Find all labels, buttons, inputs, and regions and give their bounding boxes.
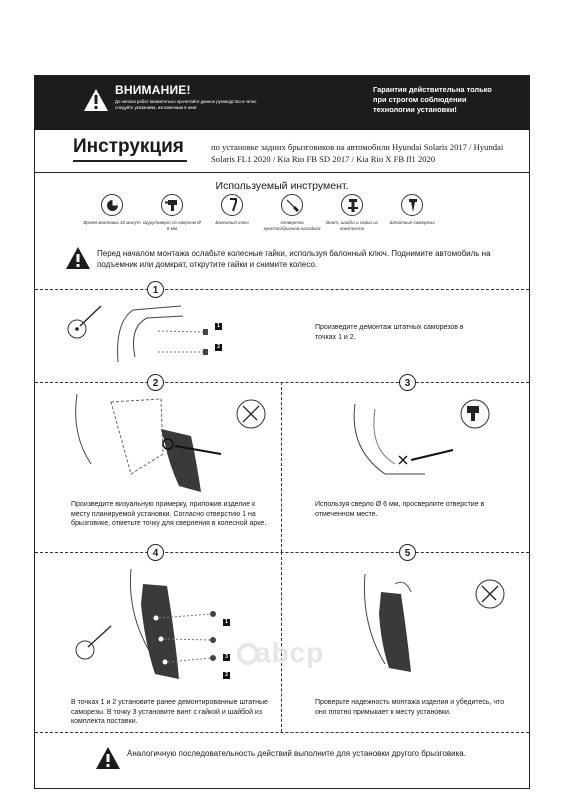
clock-icon bbox=[101, 194, 123, 216]
tool-label: Штатные саморезы bbox=[389, 220, 435, 225]
tool-label: Шуруповерт со сверлом Ø 6 мм bbox=[143, 220, 201, 231]
tool-label: Винт, шайба и гайка из комплекта bbox=[326, 220, 378, 231]
tool-label: Отвертка крестообразной насадкой bbox=[263, 220, 321, 231]
warning-icon bbox=[65, 246, 91, 270]
step-number: 4 bbox=[147, 544, 164, 561]
notice-bottom: Аналогичную последовательность действий выполните для установки другого брызговика. bbox=[127, 749, 466, 758]
step-number: 1 bbox=[147, 281, 164, 298]
tools-heading: Используемый инструмент. bbox=[215, 180, 349, 192]
tool-wrench bbox=[203, 194, 261, 226]
warning-icon bbox=[83, 88, 109, 112]
guarantee-text: Гарантия действительна только при строгом соблюдении технологии установки! bbox=[373, 85, 492, 114]
step5-illustration bbox=[335, 564, 505, 684]
step3-illustration bbox=[335, 394, 505, 494]
title-row bbox=[35, 130, 529, 173]
tool-screw bbox=[383, 194, 441, 226]
warning-icon bbox=[95, 746, 121, 770]
step4-illustration bbox=[71, 564, 271, 684]
step1-text: Произведите демонтаж штатных саморезов в точках 1 и 2. bbox=[315, 324, 464, 341]
watermark: abcp bbox=[255, 637, 325, 668]
screwdriver-icon bbox=[281, 194, 303, 216]
bolt-icon bbox=[341, 194, 363, 216]
divider bbox=[35, 552, 529, 553]
callout-badge: 3 bbox=[223, 654, 230, 661]
screw-icon bbox=[401, 194, 423, 216]
drill-icon bbox=[161, 194, 183, 216]
warning-text: До начала работ внимательно прочитайте данное руководство и четко следуйте указаниям, изложенным в нем! bbox=[115, 99, 257, 110]
notice-top: Перед началом монтажа ослабьте колесные гайки, используя балонный ключ. Поднимите автомобиль на подъемник или домкрат, открутите гайки и снимите колесо. bbox=[97, 249, 491, 269]
step1-illustration bbox=[63, 302, 233, 372]
divider bbox=[35, 732, 529, 733]
step3-text: Используя сверло Ø 6 мм, просверлите отверстие в отмеченном месте. bbox=[315, 501, 485, 518]
wrench-icon bbox=[221, 194, 243, 216]
instruction-sheet bbox=[34, 75, 530, 789]
step5-text: Проверьте надежность монтажа изделия и убедитесь, что оно плотно примыкает к месту установки. bbox=[315, 699, 505, 716]
callout-badge: 1 bbox=[223, 619, 230, 626]
tool-screwdriver bbox=[263, 194, 321, 231]
divider bbox=[35, 382, 529, 383]
tool-drill bbox=[143, 194, 201, 231]
tool-bolt bbox=[323, 194, 381, 231]
tool-label: Время монтажа 10 минут bbox=[83, 220, 141, 225]
divider-vertical bbox=[281, 382, 282, 552]
step2-text: Произведите визуальную примерку, приложив изделие к месту планируемой установки. Согласно отверстию 1 на брызговике, отметьте точку для сверления в колесной арке. bbox=[71, 501, 267, 528]
step-number: 3 bbox=[399, 374, 416, 391]
tool-label: Балонный ключ bbox=[215, 220, 249, 225]
step-number: 2 bbox=[147, 374, 164, 391]
warning-title: ВНИМАНИЕ! bbox=[115, 83, 191, 97]
callout-badge: 2 bbox=[223, 672, 230, 679]
callout-badge: 2 bbox=[215, 344, 222, 351]
tool-time bbox=[83, 194, 141, 226]
vehicle-list: по установке задних брызговиков на автомобили Hyundai Solaris 2017 / Hyundai Solaris FL1 2020 / Kia Rio FB SD 2017 / Kia Rio X FB fl1 2020 bbox=[211, 142, 504, 164]
page-title: Инструкция bbox=[73, 136, 184, 157]
warning-header bbox=[35, 76, 529, 130]
step4-text: В точках 1 и 2 установите ранее демонтированные штатные саморезы. В точку 3 установите винт с гайкой и шайбой из комплекта поставки. bbox=[71, 699, 268, 726]
step2-illustration bbox=[71, 394, 271, 494]
step-number: 5 bbox=[399, 544, 416, 561]
callout-badge: 1 bbox=[215, 323, 222, 330]
divider bbox=[35, 289, 529, 290]
title-underline bbox=[73, 160, 187, 162]
